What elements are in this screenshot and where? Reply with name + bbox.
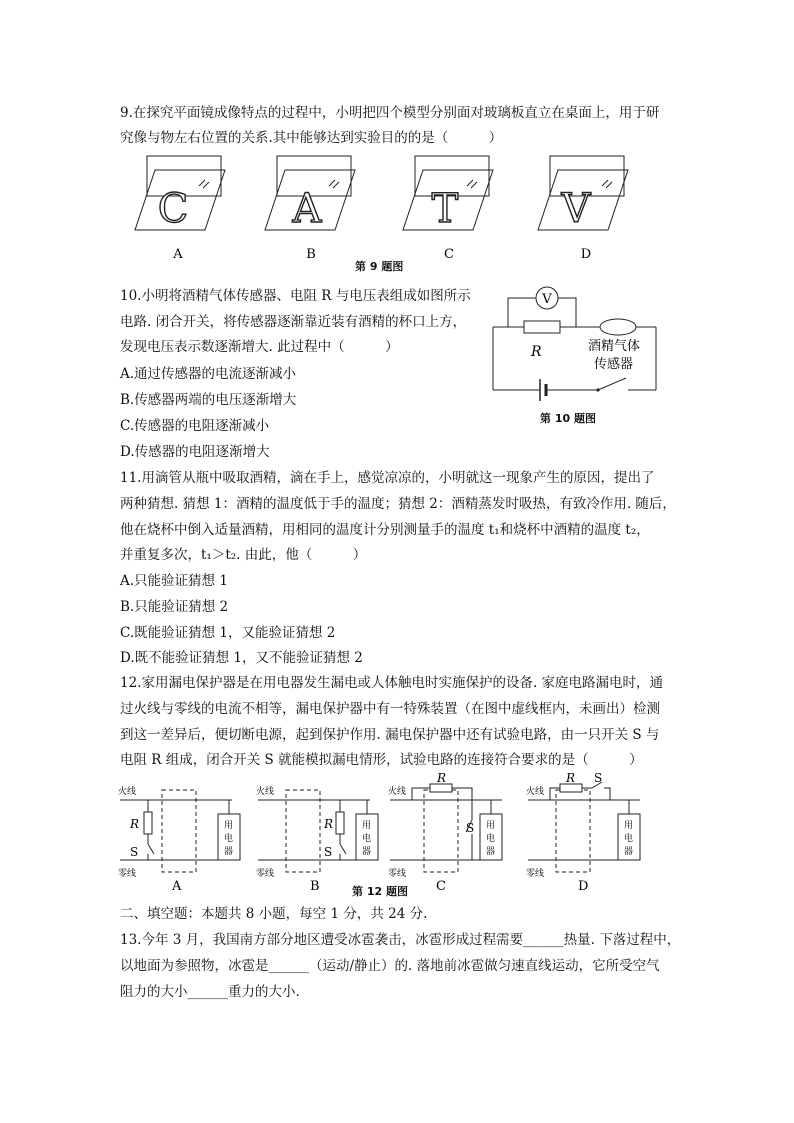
svg-text:用: 用 — [362, 821, 372, 831]
q12-a-r: R — [130, 817, 140, 831]
q9-figure-c — [403, 156, 493, 262]
q12-figure-d — [526, 771, 640, 894]
q9-letter-c: C — [157, 186, 189, 232]
q10-line3: 发现电压表示数逐渐增大. 此过程中（ ） — [120, 339, 399, 355]
q10-caption: 第 10 题图 — [540, 412, 596, 425]
voltmeter-label: V — [542, 292, 552, 307]
q9-caption: 第 9 题图 — [355, 260, 404, 273]
alcohol-sensor — [600, 319, 636, 335]
q12-c-zero: 零线 — [388, 869, 407, 879]
q9-label-a: A — [173, 247, 183, 262]
q12-figure-a — [118, 785, 240, 894]
q12-figure-b — [256, 785, 378, 894]
q9-letter-t: T — [431, 186, 459, 232]
svg-text:用: 用 — [224, 821, 234, 831]
q12-a-zero: 零线 — [118, 869, 137, 879]
q12-c-r: R — [437, 771, 447, 785]
q12-c-s: S — [466, 821, 475, 835]
q12-b-r: R — [324, 817, 334, 831]
svg-text:电: 电 — [624, 834, 634, 844]
q12-line2: 过火线与零线的电流不相等，漏电保护器中有一特殊装置（在图中虚线框内，未画出）检测 — [120, 701, 660, 717]
q12-label-d: D — [578, 879, 589, 894]
q12-label-c: C — [436, 879, 446, 894]
q10-option-b: B.传感器两端的电压逐渐增大 — [120, 392, 297, 408]
q9-figure-d — [538, 156, 628, 262]
q9-line2: 究像与物左右位置的关系.其中能够达到实验目的的是（ ） — [120, 130, 503, 146]
q9-label-d: D — [580, 247, 592, 262]
q12-a-fire: 火线 — [118, 787, 137, 797]
q12-label-b: B — [310, 879, 320, 894]
q10-sensor-label-1: 酒精气体 — [588, 339, 641, 354]
q12-d-zero: 零线 — [526, 869, 545, 879]
q10-line2: 电路. 闭合开关，将传感器逐渐靠近装有酒精的杯口上方， — [120, 314, 467, 330]
q9-figure-a — [135, 156, 225, 262]
q11-option-c: C.既能验证猜想 1，又能验证猜想 2 — [120, 625, 336, 641]
q12-line3: 到这一差异后，便切断电源，起到保护作用. 漏电保护器中还有试验电路，由一只开关 S 与 — [120, 727, 660, 743]
svg-text:电: 电 — [486, 834, 496, 844]
q13-line3: 阻力的大小______重力的大小. — [120, 984, 300, 1000]
svg-text:器: 器 — [624, 847, 634, 857]
q11-option-d: D.既不能验证猜想 1，又不能验证猜想 2 — [120, 650, 363, 666]
q13-line2: 以地面为参照物，冰雹是______（运动/静止）的. 落地前冰雹做匀速直线运动，它所受空气 — [120, 958, 660, 974]
q11-line4: 并重复多次，t₁＞t₂. 由此，他（ ） — [120, 547, 367, 563]
q9-label-c: C — [444, 247, 454, 262]
q12-label-a: A — [172, 879, 182, 894]
q9-letter-a: A — [292, 186, 322, 232]
q10-sensor-label-2: 传感器 — [594, 357, 634, 372]
q10-option-a: A.通过传感器的电流逐渐减小 — [120, 366, 297, 382]
q10-r-label: R — [531, 344, 542, 360]
q13-line1: 13.今年 3 月，我国南方部分地区遭受冰雹袭击，冰雹形成过程需要______热量. 下落过程中， — [120, 932, 681, 948]
q10-option-c: C.传感器的电阻逐渐减小 — [120, 418, 270, 434]
svg-text:器: 器 — [486, 847, 496, 857]
svg-text:电: 电 — [224, 834, 234, 844]
q12-figure-c — [388, 771, 502, 894]
q11-line1: 11.用滴管从瓶中吸取酒精，滴在手上，感觉凉凉的，小明就这一现象产生的原因，提出了 — [120, 470, 655, 486]
q11-line3: 他在烧杯中倒入适量酒精，用相同的温度计分别测量手的温度 t₁和烧杯中酒精的温度 t₂， — [120, 522, 650, 538]
q12-b-zero: 零线 — [256, 869, 275, 879]
q12-caption: 第 12 题图 — [352, 885, 408, 898]
q12-b-s: S — [324, 845, 333, 859]
q11-option-b: B.只能验证猜想 2 — [120, 599, 229, 615]
q10-option-d: D.传感器的电阻逐渐增大 — [120, 444, 270, 460]
q9-line1: 9.在探究平面镜成像特点的过程中，小明把四个模型分别面对玻璃板直立在桌面上，用于研 — [120, 105, 660, 121]
section-2-heading: 二、填空题：本题共 8 小题，每空 1 分，共 24 分. — [120, 906, 428, 922]
q12-d-r: R — [566, 771, 576, 785]
resistor-r — [524, 321, 560, 333]
q9-letter-v: V — [561, 186, 591, 232]
q9-label-b: B — [306, 247, 316, 262]
q12-line1: 12.家用漏电保护器是在用电器发生漏电或人体触电时实施保护的设备. 家庭电路漏电时，通 — [120, 675, 664, 691]
q9-figure-b — [265, 156, 355, 262]
q12-d-fire: 火线 — [526, 787, 545, 797]
q12-b-fire: 火线 — [256, 787, 275, 797]
q12-line4: 电阻 R 组成，闭合开关 S 就能模拟漏电情形，试验电路的连接符合要求的是（ ） — [120, 752, 643, 768]
q12-a-s: S — [130, 845, 139, 859]
q11-option-a: A.只能验证猜想 1 — [120, 573, 228, 589]
svg-text:用: 用 — [624, 821, 634, 831]
svg-text:器: 器 — [224, 847, 234, 857]
q10-line1: 10.小明将酒精气体传感器、电阻 R 与电压表组成如图所示 — [120, 288, 471, 304]
q12-c-fire: 火线 — [388, 787, 407, 797]
svg-text:电: 电 — [362, 834, 372, 844]
switch-icon — [598, 378, 626, 390]
q12-d-s: S — [594, 771, 603, 785]
svg-text:用: 用 — [486, 821, 496, 831]
svg-text:器: 器 — [362, 847, 372, 857]
q11-line2: 两种猜想. 猜想 1：酒精的温度低于手的温度；猜想 2：酒精蒸发时吸热，有致冷作用. 随后， — [120, 496, 676, 512]
